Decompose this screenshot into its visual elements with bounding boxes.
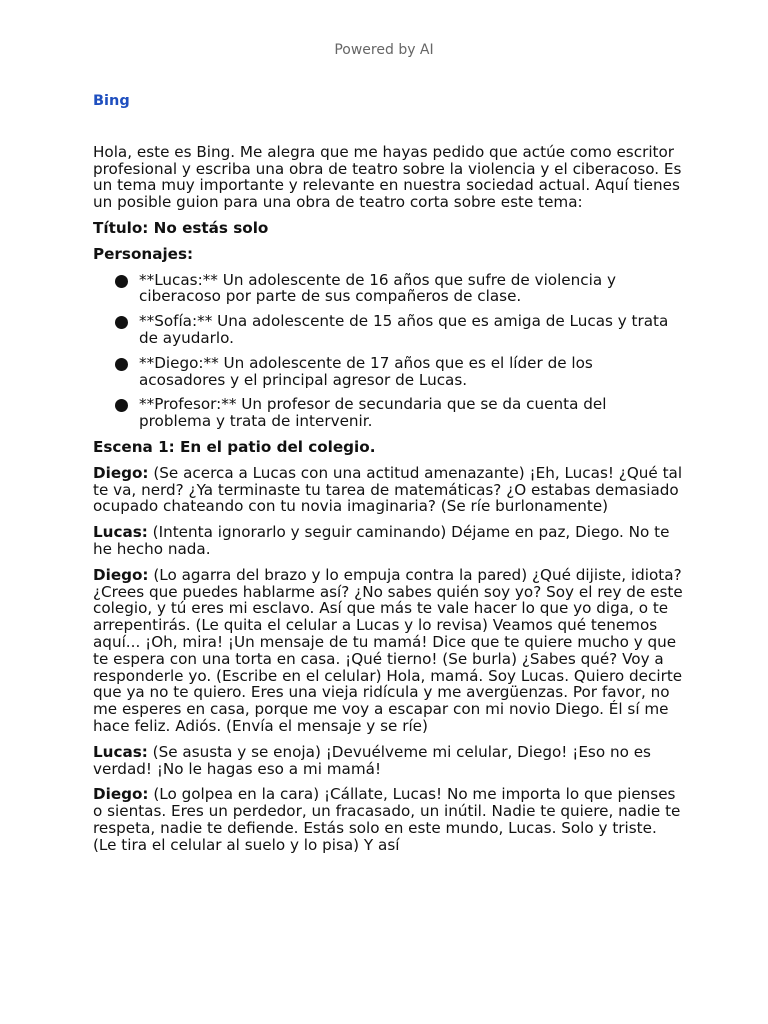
speaker-name: Diego: xyxy=(93,463,149,482)
characters-list xyxy=(93,272,683,430)
list-item xyxy=(93,313,683,347)
bullet-icon xyxy=(115,275,128,288)
bullet-icon xyxy=(115,358,128,371)
dialogue-line xyxy=(93,786,683,853)
character-description: **Profesor:** Un profesor de secundaria que se da cuenta del problema y trata de intervenir. xyxy=(139,395,607,431)
brand-name: Bing xyxy=(93,93,130,109)
character-description: **Sofía:** Una adolescente de 15 años que es amiga de Lucas y trata de ayudarlo. xyxy=(139,312,669,347)
character-description: **Lucas:** Un adolescente de 16 años que sufre de violencia y ciberacoso por parte de sus compañeros de clase. xyxy=(139,270,616,306)
list-item xyxy=(93,355,683,389)
character-description: **Diego:** Un adolescente de 17 años que es el líder de los acosadores y el principal agresor de Lucas. xyxy=(139,353,593,389)
list-item xyxy=(93,396,683,430)
bullet-icon xyxy=(115,316,128,329)
characters-heading: Personajes: xyxy=(93,244,194,263)
dialogue-text: (Intenta ignorarlo y seguir caminando) Déjame en paz, Diego. No te he hecho nada. xyxy=(93,523,670,558)
dialogue-text: (Lo agarra del brazo y lo empuja contra la pared) ¿Qué dijiste, idiota? ¿Crees que puedes hablarme así? ¿No sabes quién soy yo? Soy el rey de este colegio, y tú eres mi esclavo. Así que más te vale hacer lo que yo diga, o te arrepentirás. (Le quita el celular a Lucas y lo revisa) Veamos qué tenemos aquí... ¡Oh, mira! ¡Un mensaje de tu mamá! Dice que te quiere mucho y que te espera con una torta en casa. ¡Qué tierno! (Se burla) ¿Sabes qué? Voy a responderle yo. (Escribe en el celular) Hola, mamá. Soy Lucas. Quiero decirte que ya no te quiero. Eres una vieja ridícula y me avergüenzas. Por favor, no me esperes en casa, porque me voy a escapar con mi novio Diego. Él sí me hace feliz. Adiós. (Envía el mensaje y se ríe) xyxy=(93,565,683,735)
scene-heading: Escena 1: En el patio del colegio. xyxy=(93,437,376,456)
powered-by-label: Powered by AI xyxy=(334,42,434,58)
dialogue-line xyxy=(93,465,683,515)
dialogue-line xyxy=(93,567,683,735)
document-body xyxy=(93,93,683,862)
dialogue-text: (Lo golpea en la cara) ¡Cállate, Lucas! No me importa lo que pienses o sientas. Eres un perdedor, un fracasado, un inútil. Nadie te quiere, nadie te respeta, nadie te defiende. Estás solo en este mundo, Lucas. Solo y triste. (Le tira el celular al suelo y lo pisa) Y así xyxy=(93,785,681,854)
dialogue-line xyxy=(93,744,683,778)
play-title: Título: No estás solo xyxy=(93,218,269,237)
dialogue-text: (Se asusta y se enoja) ¡Devuélveme mi celular, Diego! ¡Eso no es verdad! ¡No le hagas eso a mi mamá! xyxy=(93,742,651,778)
list-item xyxy=(93,272,683,306)
dialogue-text: (Se acerca a Lucas con una actitud amenazante) ¡Eh, Lucas! ¿Qué tal te va, nerd? ¿Ya terminaste tu tarea de matemáticas? ¿O estabas demasiado ocupado chateando con tu novia imaginaria? (Se ríe burlonamente) xyxy=(93,463,683,516)
speaker-name: Lucas: xyxy=(93,523,148,542)
bullet-icon xyxy=(115,399,128,412)
speaker-name: Lucas: xyxy=(93,742,148,761)
intro-paragraph: Hola, este es Bing. Me alegra que me hayas pedido que actúe como escritor profesional y escriba una obra de teatro sobre la violencia y el ciberacoso. Es un tema muy importante y relevante en nuestra sociedad actual. Aquí tienes un posible guion para una obra de teatro corta sobre este tema: xyxy=(93,142,682,212)
speaker-name: Diego: xyxy=(93,785,149,804)
dialogue-line xyxy=(93,524,683,558)
speaker-name: Diego: xyxy=(93,565,149,584)
